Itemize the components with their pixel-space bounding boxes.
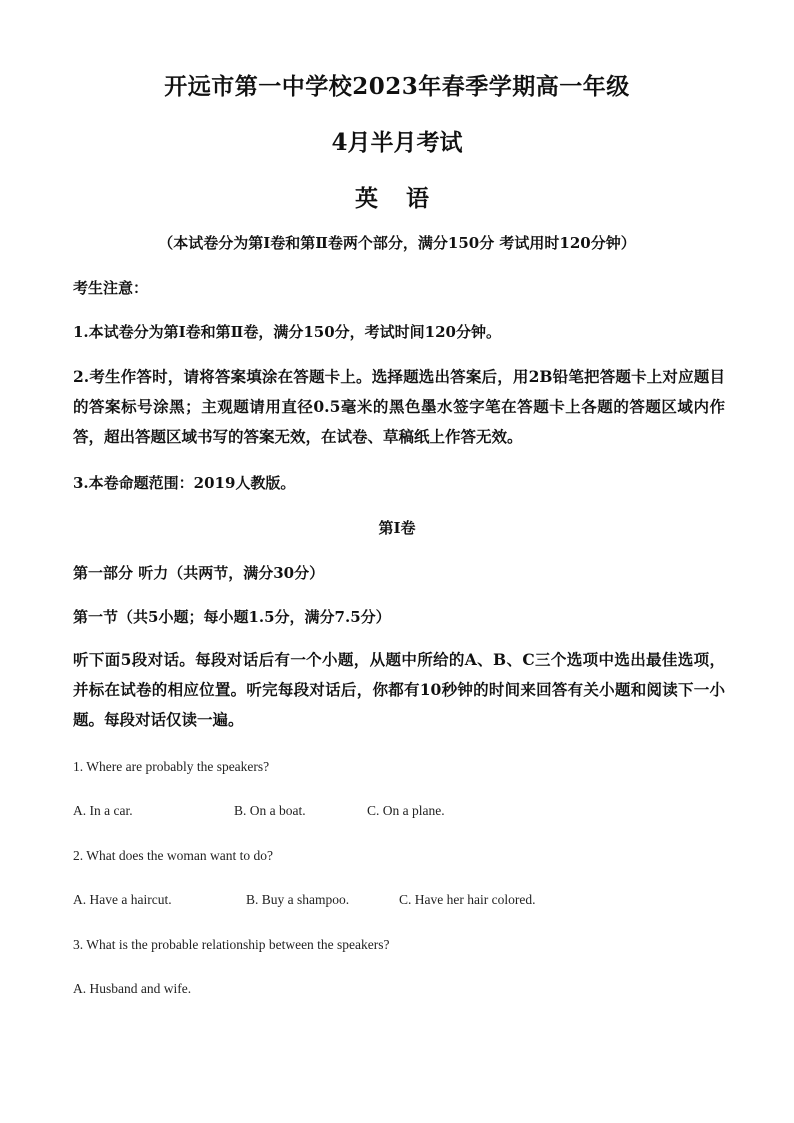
question-1-option-a: A. In a car.: [73, 803, 133, 818]
notice-heading: 考生注意：: [73, 279, 149, 297]
question-3-stem: 3. What is the probable relationship between the speakers?: [73, 937, 390, 952]
part-title: 第一部分 听力（共两节，满分30分）: [73, 564, 325, 582]
exam-title-line1: 开远市第一中学校2023年春季学期高一年级: [164, 73, 630, 100]
notice-item-1: 1.本试卷分为第Ⅰ卷和第Ⅱ卷，满分150分，考试时间120分钟。: [73, 323, 501, 341]
question-3-option-a: A. Husband and wife.: [73, 981, 192, 996]
question-2-option-b: B. Buy a shampoo.: [246, 892, 350, 907]
listening-instructions: 听下面5段对话。每段对话后有一个小题，从题中所给的A、B、C三个选项中选出最佳选项，并标在试卷的相应位置。听完每段对话后，你都有10秒钟的时间来回答有关小题和阅读下一小题。每段对话仅读一遍。: [73, 650, 725, 729]
question-2-option-a: A. Have a haircut.: [73, 892, 172, 907]
notice-item-3: 3.本卷命题范围：2019人教版。: [73, 474, 296, 492]
volume-title: 第I卷: [378, 519, 416, 537]
question-1-option-c: C. On a plane.: [367, 803, 445, 818]
question-1-stem: 1. Where are probably the speakers?: [73, 759, 270, 774]
question-2-stem: 2. What does the woman want to do?: [73, 848, 273, 863]
question-2-option-c: C. Have her hair colored.: [399, 892, 536, 907]
question-1-option-b: B. On a boat.: [234, 803, 306, 818]
exam-title-line2: 4月半月考试: [331, 129, 463, 156]
notice-item-2: 2.考生作答时，请将答案填涂在答题卡上。选择题选出答案后，用2B铅笔把答题卡上对应题目的答案标号涂黑；主观题请用直径0.5毫米的黑色墨水签字笔在答题卡上各题的答题区域内作答，超出答题区域书写的答案无效，在试卷、草稿纸上作答无效。: [73, 367, 725, 446]
subject-title: 英 语: [354, 185, 439, 212]
section-title: 第一节（共5小题；每小题1.5分，满分7.5分）: [73, 608, 391, 626]
exam-subtitle: （本试卷分为第Ⅰ卷和第Ⅱ卷两个部分，满分150分 考试用时120分钟）: [158, 234, 636, 252]
